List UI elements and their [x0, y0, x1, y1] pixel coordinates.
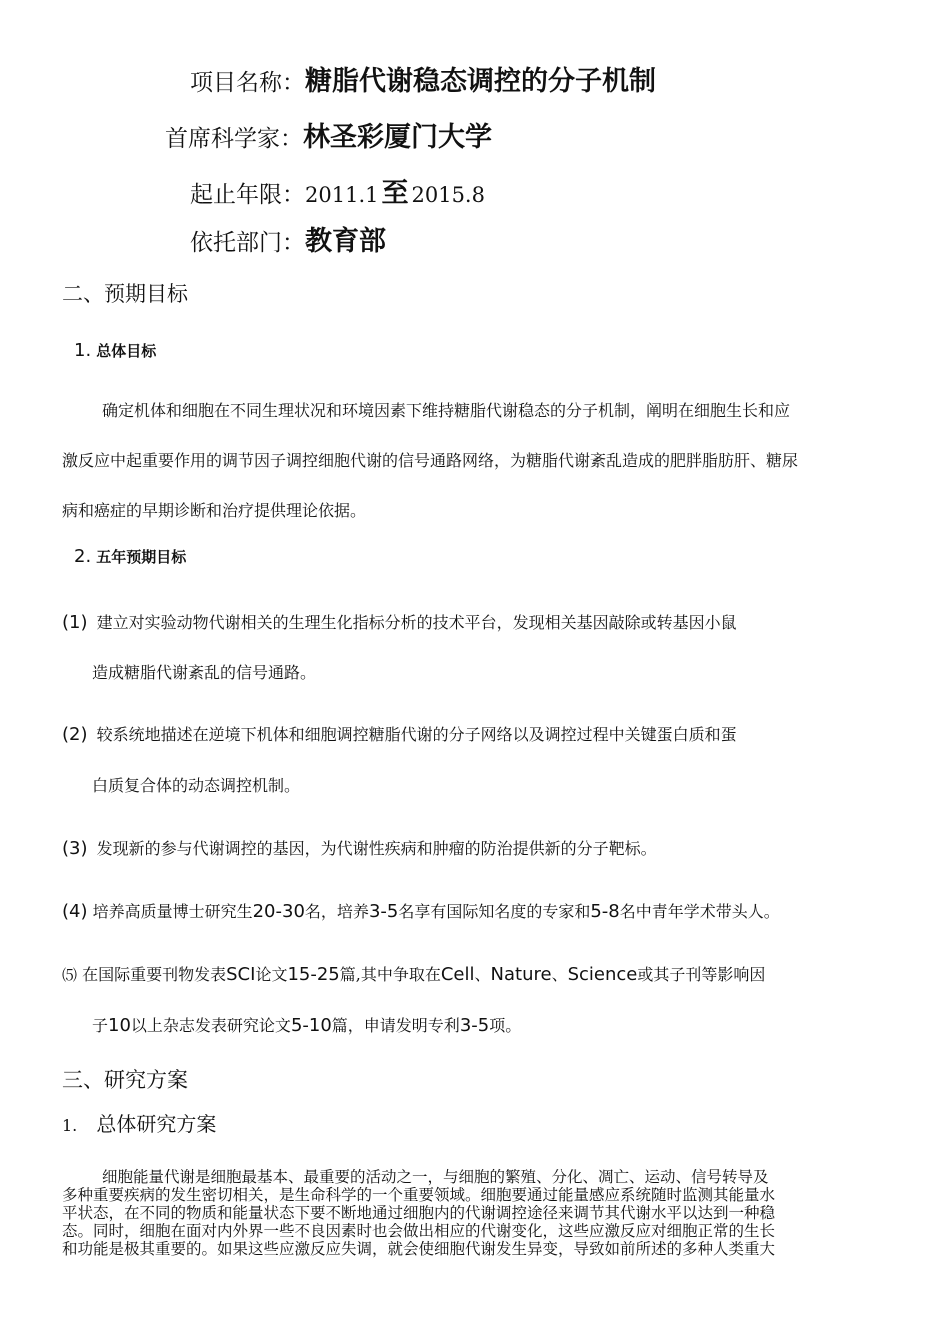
goal-item-4	[62, 899, 780, 922]
goal-item-text: 篇,其中争取在	[339, 965, 441, 984]
period-end: 2015.8	[411, 183, 485, 207]
project-name-label: 项目名称：	[190, 70, 305, 96]
subsection-title: 总体目标	[96, 342, 157, 360]
department-value: 教育部	[305, 226, 386, 257]
research-plan-line-1: 细胞能量代谢是细胞最基本、最重要的活动之一，与细胞的繁殖、分化、凋亡、运动、信号转导及	[102, 1168, 769, 1186]
goal-item-text: 子	[92, 1016, 109, 1035]
goal-item-text: 或其子刊等影响因	[637, 965, 766, 984]
goal-item-1	[62, 610, 737, 633]
goal-item-number: (1)	[62, 612, 88, 633]
goal-item-number-value: 10	[108, 1015, 131, 1036]
research-plan-line-2: 多种重要疾病的发生密切相关，是生命科学的一个重要领域。细胞要通过能量感应系统随时监测其能量水	[62, 1186, 776, 1204]
goal-item-5	[62, 962, 765, 985]
subsection-title: 总体研究方案	[96, 1112, 217, 1136]
goal-item-number: ⑸	[62, 966, 78, 984]
journal-science: Science	[567, 964, 638, 985]
goal-item-number: (4)	[62, 901, 88, 922]
goal-item-text: 较系统地描述在逆境下机体和细胞调控糖脂代谢的分子网络以及调控过程中关键蛋白质和蛋	[96, 725, 737, 744]
period-start: 2011.1	[305, 183, 379, 207]
goal-item-text: 发现新的参与代谢调控的基因，为代谢性疾病和肿瘤的防治提供新的分子靶标。	[96, 839, 657, 858]
goal-item-number: (3)	[62, 838, 88, 859]
subsection-2-2-heading	[74, 546, 186, 567]
period-to: 至	[381, 178, 409, 209]
goal-item-number-value: 5-10	[290, 1015, 332, 1036]
goal-item-text: 、	[474, 965, 491, 984]
journal-cell: Cell	[440, 964, 475, 985]
goal-item-2	[62, 722, 737, 745]
goal-item-3	[62, 836, 657, 859]
subsection-3-1-heading	[62, 1108, 216, 1137]
goal-item-text: 论文	[255, 965, 288, 984]
department-line	[190, 224, 386, 260]
goal-item-2-continuation: 白质复合体的动态调控机制。	[92, 776, 301, 795]
period-line	[190, 176, 485, 212]
goal-item-text: 培养高质量博士研究生	[92, 902, 253, 921]
goal-item-number-value: 20-30	[252, 901, 305, 922]
department-label: 依托部门：	[190, 230, 305, 256]
goal-item-text: 名，培养	[304, 902, 369, 921]
research-plan-line-5: 和功能是极其重要的。如果这些应激反应失调，就会使细胞代谢发生异变，导致如前所述的多种人类重大	[62, 1240, 776, 1258]
goal-item-text: 名中青年学术带头人。	[619, 902, 780, 921]
goal-item-text: 篇，申请发明专利	[331, 1016, 460, 1035]
goal-item-number: (2)	[62, 724, 88, 745]
overall-goal-line-2: 激反应中起重要作用的调节因子调控细胞代谢的信号通路网络，为糖脂代谢紊乱造成的肥胖脂肪肝、糖尿	[62, 451, 799, 470]
goal-item-term: SCI	[226, 964, 256, 985]
section-2-title: 二、预期目标	[62, 282, 188, 306]
period-label: 起止年限：	[190, 182, 305, 208]
goal-item-number-value: 5-8	[590, 901, 620, 922]
journal-nature: Nature	[490, 964, 552, 985]
chief-scientist-value: 林圣彩厦门大学	[303, 122, 492, 153]
project-name-value: 糖脂代谢稳态调控的分子机制	[305, 66, 656, 97]
overall-goal-line-3: 病和癌症的早期诊断和治疗提供理论依据。	[62, 501, 367, 520]
goal-item-text: 在国际重要刊物发表	[82, 965, 227, 984]
research-plan-line-3: 平状态，在不同的物质和能量状态下要不断地通过细胞内的代谢调控途径来调节其代谢水平以达到一种稳	[62, 1204, 776, 1222]
goal-item-text: 、	[551, 965, 568, 984]
goal-item-text: 以上杂志发表研究论文	[130, 1016, 291, 1035]
goal-item-number-value: 15-25	[287, 964, 340, 985]
subsection-title: 五年预期目标	[96, 548, 187, 566]
chief-scientist-line	[165, 120, 492, 156]
overall-goal-line-1: 确定机体和细胞在不同生理状况和环境因素下维持糖脂代谢稳态的分子机制，阐明在细胞生长和应	[102, 401, 791, 420]
goal-item-number-value: 3-5	[459, 1015, 490, 1036]
goal-item-5-continuation	[92, 1013, 521, 1036]
goal-item-text: 项。	[489, 1016, 522, 1035]
goal-item-text: 名享有国际知名度的专家和	[398, 902, 591, 921]
subsection-number: 1.	[74, 340, 92, 361]
subsection-number: 1.	[62, 1116, 78, 1135]
chief-scientist-label: 首席科学家：	[165, 126, 303, 152]
project-name-line	[190, 64, 656, 100]
subsection-2-1-heading	[74, 340, 156, 361]
research-plan-line-4: 态。同时，细胞在面对内外界一些不良因素时也会做出相应的代谢变化，这些应激反应对细胞正常的生长	[62, 1222, 776, 1240]
goal-item-1-continuation: 造成糖脂代谢紊乱的信号通路。	[92, 663, 317, 682]
subsection-number: 2.	[74, 546, 92, 567]
goal-item-number-value: 3-5	[368, 901, 399, 922]
section-3-title: 三、研究方案	[62, 1068, 188, 1092]
goal-item-text: 建立对实验动物代谢相关的生理生化指标分析的技术平台，发现相关基因敲除或转基因小鼠	[96, 613, 737, 632]
